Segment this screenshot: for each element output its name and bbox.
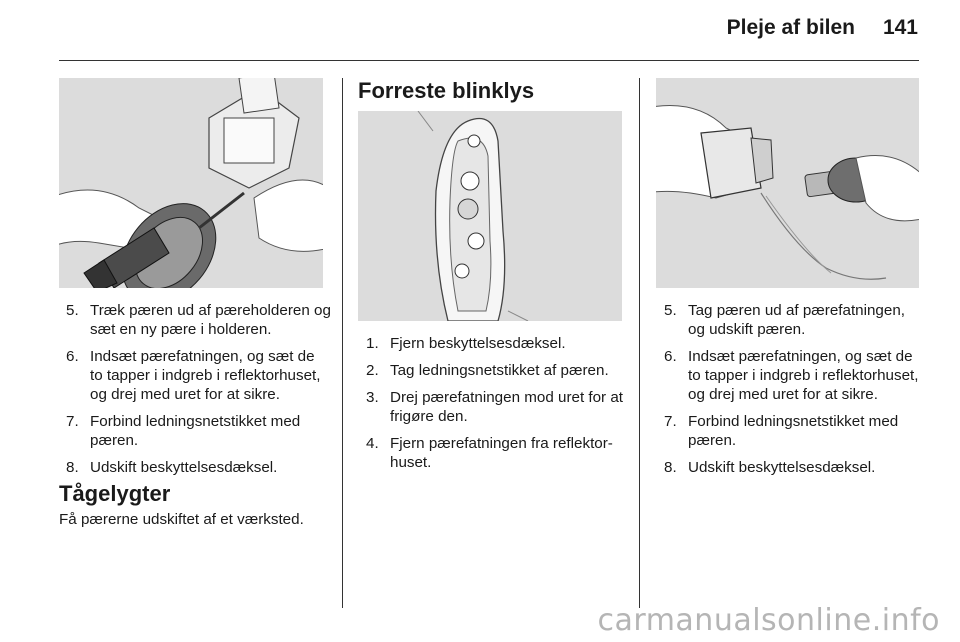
step-text: Udskift beskyttelsesdæksel. (90, 459, 278, 476)
page-number: 141 (882, 16, 918, 39)
indicator-bulb-drawing (656, 78, 919, 288)
right-step-8 (664, 458, 926, 477)
left-step-8 (66, 458, 331, 477)
middle-step-2 (366, 361, 626, 380)
reflector-housing-illustration (358, 111, 622, 321)
left-step-7 (66, 412, 331, 450)
step-text: Forbind ledningsnetstikket med pæren. (688, 413, 899, 449)
middle-step-1 (366, 334, 626, 353)
step-text: Tag pæren ud af pærefatningen, og udskift pæren. (688, 302, 905, 338)
watermark: carmanualsonline.info (597, 603, 940, 638)
middle-step-4 (366, 434, 626, 472)
step-number: 3. (366, 389, 379, 406)
page-header (0, 0, 960, 60)
step-text: Udskift beskyttelsesdæksel. (688, 459, 876, 476)
middle-step-list (366, 334, 626, 480)
step-number: 5. (664, 302, 677, 319)
step-number: 8. (664, 459, 677, 476)
left-step-6 (66, 347, 331, 404)
step-number: 7. (66, 413, 79, 430)
step-number: 5. (66, 302, 79, 319)
step-text: Fjern pærefatningen fra reflektor-huset. (390, 435, 613, 471)
right-step-5 (664, 301, 926, 339)
left-step-list (66, 301, 331, 485)
header-divider (59, 60, 919, 61)
right-step-7 (664, 412, 926, 450)
bulb-holder-drawing (59, 78, 323, 288)
indicator-bulb-illustration (656, 78, 919, 288)
step-text: Træk pæren ud af pæreholderen og sæt en ny pære i holderen. (90, 302, 331, 338)
step-number: 7. (664, 413, 677, 430)
step-number: 6. (664, 348, 677, 365)
fog-lights-text: Få pærerne udskiftet af et værksted. (59, 511, 304, 528)
middle-step-3 (366, 388, 626, 426)
step-text: Forbind ledningsnetstikket med pæren. (90, 413, 301, 449)
reflector-housing-drawing (358, 111, 622, 321)
step-text: Indsæt pærefatningen, og sæt de to tapper i indgreb i reflektorhuset, og drej med uret for at sikre. (90, 348, 321, 403)
front-indicator-heading: Forreste blinklys (358, 78, 535, 103)
left-step-5 (66, 301, 331, 339)
step-text: Indsæt pærefatningen, og sæt de to tapper i indgreb i reflektorhuset, og drej med uret for at sikre. (688, 348, 919, 403)
column-divider-right (639, 78, 640, 608)
step-number: 4. (366, 435, 379, 452)
step-text: Drej pærefatningen mod uret for at frigøre den. (390, 389, 623, 425)
step-number: 2. (366, 362, 379, 379)
page-title: Pleje af bilen (726, 16, 855, 39)
step-number: 6. (66, 348, 79, 365)
bulb-holder-illustration (59, 78, 323, 288)
step-text: Tag ledningsnetstikket af pæren. (390, 362, 609, 379)
step-number: 8. (66, 459, 79, 476)
step-text: Fjern beskyttelsesdæksel. (390, 335, 566, 352)
step-number: 1. (366, 335, 379, 352)
right-step-6 (664, 347, 926, 404)
right-step-list (664, 301, 926, 485)
column-divider-left (342, 78, 343, 608)
fog-lights-heading: Tågelygter (59, 481, 171, 506)
